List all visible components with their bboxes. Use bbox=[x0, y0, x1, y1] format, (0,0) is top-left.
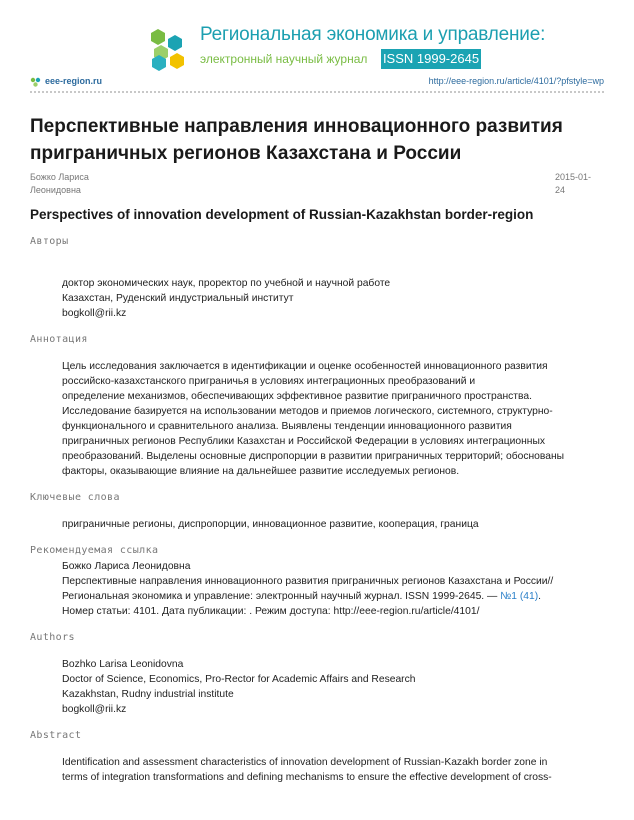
annotation-line: преобразований. Выделены основные диспропорции в развитии приграничных территорий; обоснованы bbox=[62, 451, 565, 462]
section-label-authors: Авторы bbox=[30, 236, 69, 247]
article-title: Перспективные направления инновационного развития приграничных регионов Казахстана и России bbox=[30, 116, 563, 164]
section-label-authors-en: Authors bbox=[30, 632, 75, 643]
citation-author: Божко Лариса Леонидовна bbox=[62, 561, 191, 572]
site-name-link[interactable]: eee-region.ru bbox=[45, 76, 103, 86]
annotation-text bbox=[62, 359, 610, 479]
article-url-link[interactable]: http://eee-region.ru/article/4101/?pfstyle=wp bbox=[428, 76, 604, 86]
author-name-line: Божко Лариса bbox=[30, 172, 89, 182]
section-label-abstract: Abstract bbox=[30, 730, 82, 741]
author-affiliation: Казахстан, Руденский индустриальный институт bbox=[62, 293, 294, 304]
journal-subtitle: электронный научный журнал bbox=[200, 52, 368, 66]
citation-text bbox=[62, 559, 610, 619]
date-line: 2015-01- bbox=[555, 172, 592, 182]
annotation-line: факторы, оказывающие влияние на дальнейшее развитие исследуемых регионов. bbox=[62, 466, 460, 477]
author-en-affiliation: Kazakhstan, Rudny industrial institute bbox=[62, 689, 234, 700]
annotation-line: определение механизмов, обеспечивающих эффективное развитие приграничного пространства. bbox=[62, 391, 532, 402]
section-label-annotation: Аннотация bbox=[30, 334, 88, 345]
author-en-name: Bozhko Larisa Leonidovna bbox=[62, 659, 184, 670]
header-divider bbox=[30, 91, 604, 93]
annotation-line: приграничных регионов Республики Казахстан и Российской Федерации в условиях интеграционных bbox=[62, 436, 546, 447]
abstract-text bbox=[62, 755, 610, 785]
authors-section bbox=[62, 276, 610, 321]
issue-link[interactable]: №1 (41) bbox=[500, 591, 539, 602]
author-name-line: Леонидовна bbox=[30, 185, 81, 195]
issn-badge: ISSN 1999-2645 bbox=[381, 49, 481, 69]
annotation-line: Исследование базируется на использовании методов и приемов логического, системного, структурно- bbox=[62, 406, 553, 417]
annotation-line: российско-казахстанского приграничья в условиях интеграционных преобразований и bbox=[62, 376, 476, 387]
author-degree: доктор экономических наук, проректор по учебной и научной работе bbox=[62, 278, 391, 289]
authors-en-section bbox=[62, 657, 610, 717]
section-label-keywords: Ключевые слова bbox=[30, 492, 120, 503]
publication-date bbox=[555, 171, 603, 197]
keywords-text: приграничные регионы, диспропорции, инновационное развитие, кооперация, граница bbox=[62, 519, 479, 530]
date-line: 24 bbox=[555, 185, 566, 195]
abstract-line: terms of integration transformations and defining mechanisms to ensure the effective development of cross- bbox=[62, 772, 552, 783]
citation-journal-text: Региональная экономика и управление: электронный научный журнал. ISSN 1999-2645. — bbox=[62, 591, 501, 602]
author-en-degree: Doctor of Science, Economics, Pro-Rector for Academic Affairs and Research bbox=[62, 674, 416, 685]
author-en-email: bogkoll@rii.kz bbox=[62, 704, 127, 715]
annotation-line: функционального и сравнительного анализа. Выявлены тенденции инновационного развития bbox=[62, 421, 512, 432]
citation-journal-end: . bbox=[538, 591, 542, 602]
citation-title: Перспективные направления инновационного развития приграничных регионов Казахстана и России// bbox=[62, 576, 554, 587]
journal-title: Региональная экономика и управление: bbox=[200, 24, 546, 45]
author-name bbox=[30, 171, 130, 197]
section-label-citation: Рекомендуемая ссылка bbox=[30, 545, 159, 556]
abstract-line: Identification and assessment characteristics of innovation development of Russian-Kazakh border zone in bbox=[62, 757, 548, 768]
citation-access: Номер статьи: 4101. Дата публикации: . Режим доступа: http://eee-region.ru/article/4101/ bbox=[62, 606, 480, 617]
annotation-line: Цель исследования заключается в идентификации и оценке особенностей инновационного развития bbox=[62, 361, 548, 372]
citation-journal bbox=[62, 589, 610, 604]
journal-logo-icon bbox=[150, 27, 192, 71]
author-email: bogkoll@rii.kz bbox=[62, 308, 127, 319]
article-title-en: Perspectives of innovation development of Russian-Kazakhstan border-region bbox=[30, 207, 534, 222]
site-favicon-icon bbox=[30, 77, 42, 87]
